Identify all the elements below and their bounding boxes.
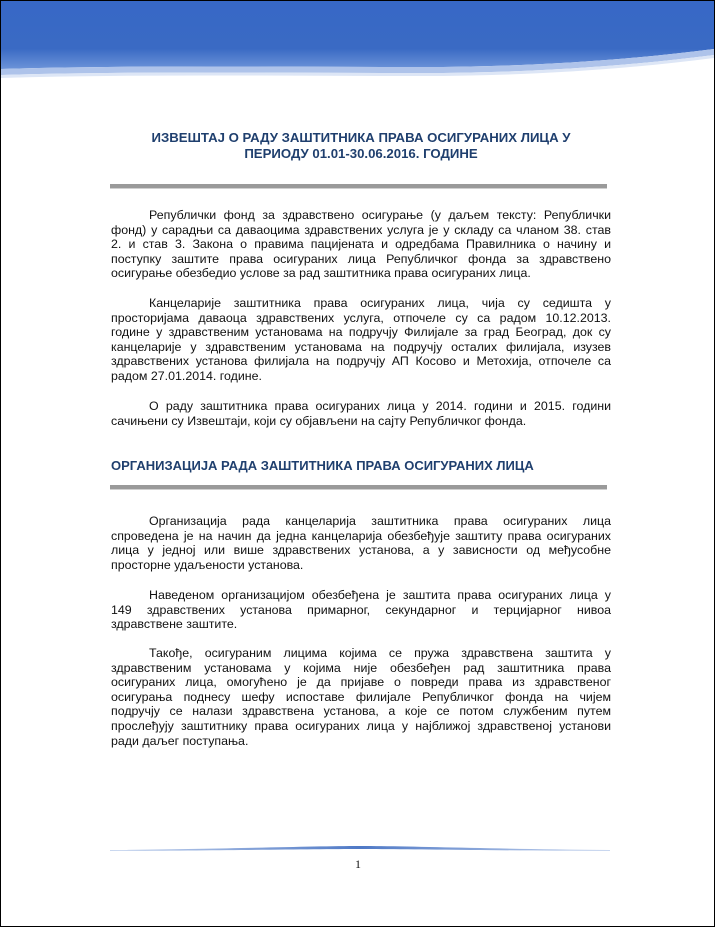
section-paragraph-1 [111,514,611,572]
document-title-line-2: ПЕРИОДУ 01.01-30.06.2016. ГОДИНЕ [244,146,478,161]
footer-divider [110,845,610,853]
header-wave-band [1,1,714,91]
text-line: спроведена је на начин да једна канцеларија обезбеђује заштиту права осигураних [111,528,611,543]
text-line: О раду заштитника права осигураних лица у 2014. години и 2015. години [149,399,611,413]
document-title [111,130,611,162]
text-line: осигурање обезбедио услове за рад заштитника права осигураних лица. [111,266,531,281]
text-line: просторне удаљености установа. [111,557,304,572]
title-divider [110,183,607,189]
text-line: 149 здравствених установа примарног, секундарног и терцијарног нивоа [111,602,611,617]
intro-paragraph-3 [111,399,611,428]
text-line: осигурања поднесу шефу испоставе филијале Републичког фонда на чијем [111,689,611,704]
text-line: просторијама даваоца здравствених услуга, отпочеле су са радом 10.12.2013. [111,310,611,325]
text-line: осигураних лица, омогућено је да пријаве о повреди права из здравственог [111,675,611,690]
text-line: радом 27.01.2014. године. [111,368,262,383]
section-heading: ОРГАНИЗАЦИЈА РАДА ЗАШТИТНИКА ПРАВА ОСИГУРАНИХ ЛИЦА [111,458,534,473]
text-line: здравствених установа филијала на подручју АП Косово и Метохија, отпочеле са [111,354,611,369]
intro-paragraph-1 [111,208,611,281]
document-title-line-1: ИЗВЕШТАЈ О РАДУ ЗАШТИТНИКА ПРАВА ОСИГУРАНИХ ЛИЦА У [151,130,571,145]
page-number: 1 [355,857,361,871]
text-line: поступку заштите права осигураних лица Републичког фонда за здравствено [111,251,611,266]
section-paragraph-2 [111,588,611,632]
text-line: Наведеном организацијом обезбеђена је заштита права осигураних лица у [149,588,611,602]
text-line: сачињени су Извештаји, који су објављени на сајту Републичког фонда. [111,413,527,428]
text-line: Републички фонд за здравствено осигурање (у даљем тексту: Републички [149,208,611,222]
text-line: фонд) у сарадњи са даваоцима здравствених услуга је у складу са чланом 38. став [111,222,611,237]
section-divider [110,484,607,490]
text-line: прослеђују заштитнику права осигураних лица у најближој здравственој установи [111,718,611,733]
text-line: канцеларије у здравственим установама на подручју осталих филијала, изузев [111,339,611,354]
text-line: Такође, осигураним лицима којима се пружа здравствена заштита у [149,646,611,660]
text-line: године у здравственим установама на подручју Филијале за град Београд, док су [111,325,611,340]
section-paragraph-3 [111,646,611,748]
text-line: подручју се налази здравствена установа, а које се потом службеним путем [111,704,611,719]
intro-paragraph-2 [111,296,611,384]
text-line: 2. и став 3. Закона о правима пацијената и одредбама Правилника о начину и [111,237,611,252]
text-line: Канцеларије заштитника права осигураних лица, чија су седишта у [149,296,611,310]
text-line: Организација рада канцеларија заштитника права осигураних лица [149,514,611,528]
text-line: ради даљег поступања. [111,733,249,748]
text-line: лица у једној или више здравствених установа, а у зависности од међусобне [111,543,611,558]
text-line: здравствене заштите. [111,617,238,632]
text-line: здравственим установама у којима није обезбеђен рад заштитника права [111,660,611,675]
